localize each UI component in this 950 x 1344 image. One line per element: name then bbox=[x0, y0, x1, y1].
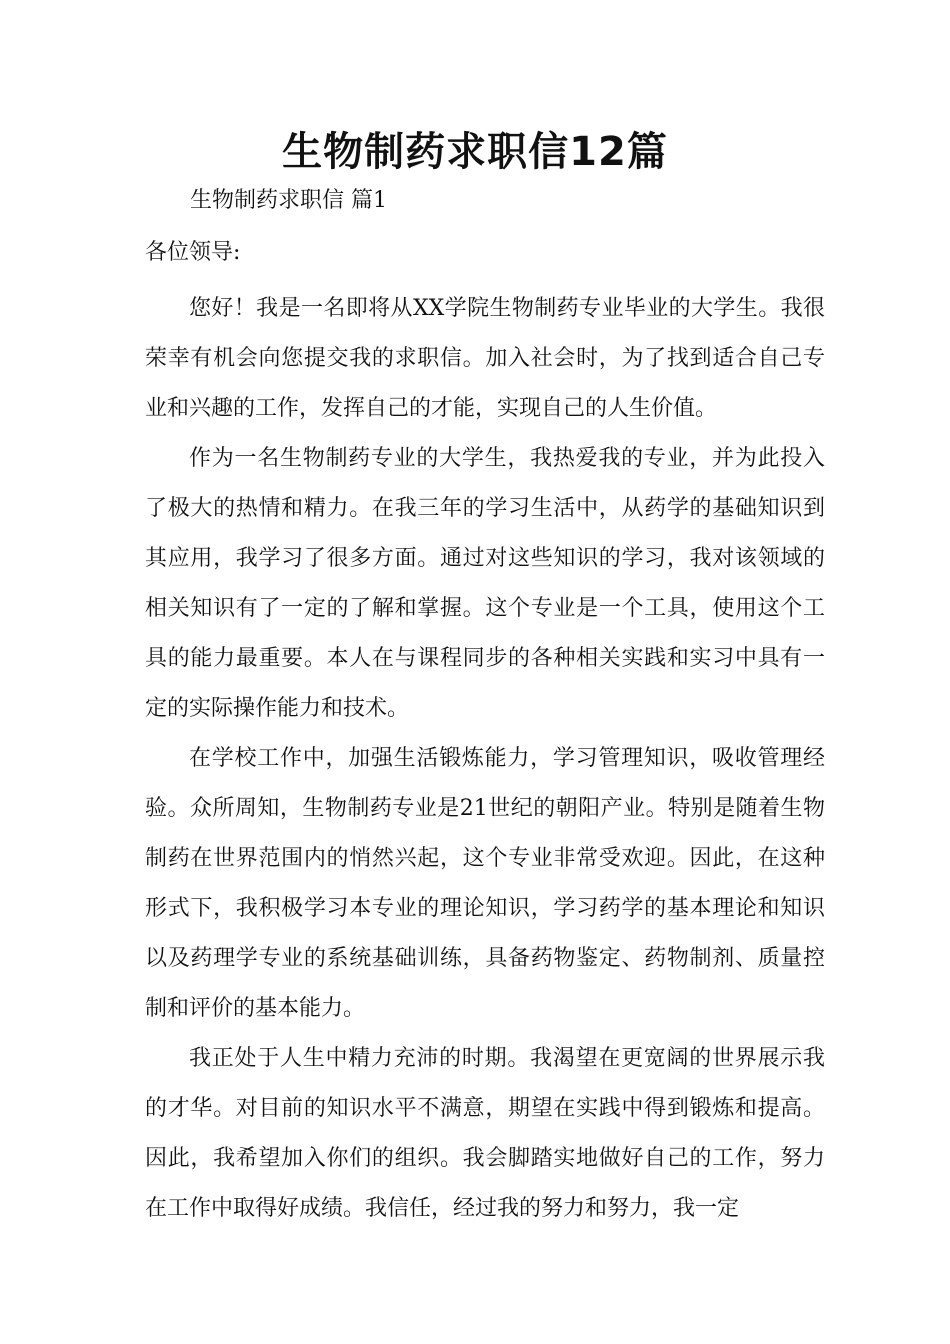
paragraph-3: 在学校工作中，加强生活锻炼能力，学习管理知识，吸收管理经验。众所周知，生物制药专业是21世纪的朝阳产业。特别是随着生物制药在世界范围内的悄然兴起，这个专业非常受欢迎。因此，在这种形式下，我积极学习本专业的理论知识，学习药学的基本理论和知识以及药理学专业的系统基础训练，具备药物鉴定、药物制剂、质量控制和评价的基本能力。 bbox=[145, 746, 825, 1021]
paragraph-4: 我正处于人生中精力充沛的时期。我渴望在更宽阔的世界展示我的才华。对目前的知识水平不满意，期望在实践中得到锻炼和提高。因此，我希望加入你们的组织。我会脚踏实地做好自己的工作，努力在工作中取得好成绩。我信任，经过我的努力和努力，我一定 bbox=[145, 1046, 825, 1221]
salutation: 各位领导: bbox=[145, 240, 241, 265]
letter-body bbox=[145, 284, 825, 1234]
document-title: 生物制药求职信12篇 bbox=[282, 129, 668, 175]
paragraph-2: 作为一名生物制药专业的大学生，我热爱我的专业，并为此投入了极大的热情和精力。在我三年的学习生活中，从药学的基础知识到其应用，我学习了很多方面。通过对这些知识的学习，我对该领域的相关知识有了一定的了解和掌握。这个专业是一个工具，使用这个工具的能力最重要。本人在与课程同步的各种相关实践和实习中具有一定的实际操作能力和技术。 bbox=[145, 446, 825, 721]
section-heading: 生物制药求职信 篇1 bbox=[190, 188, 387, 213]
paragraph-1: 您好！我是一名即将从XX学院生物制药专业毕业的大学生。我很荣幸有机会向您提交我的求职信。加入社会时，为了找到适合自己专业和兴趣的工作，发挥自己的才能，实现自己的人生价值。 bbox=[145, 296, 825, 421]
